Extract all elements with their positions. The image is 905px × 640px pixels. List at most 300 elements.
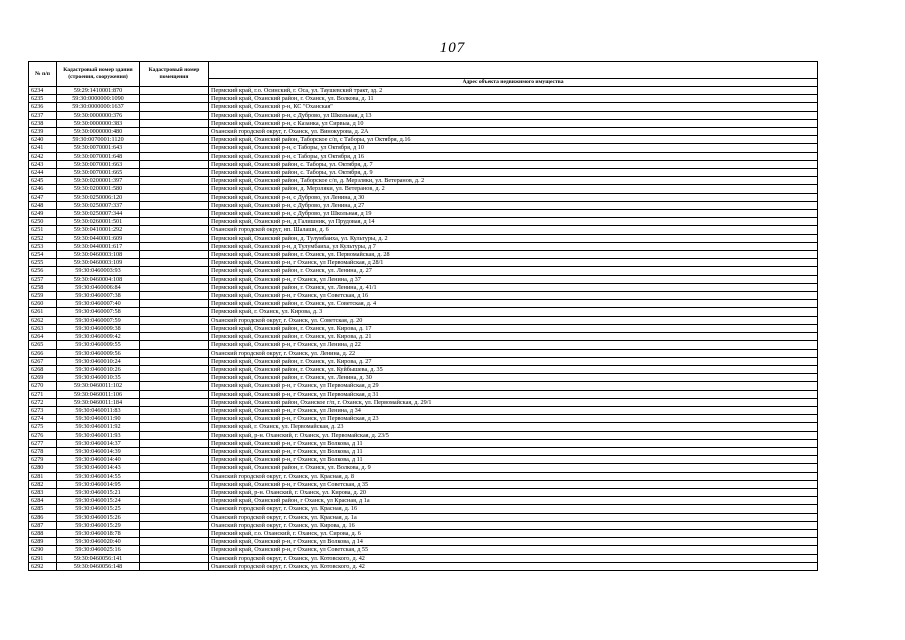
- page-number: 107: [439, 40, 466, 56]
- row-number: 6246: [29, 185, 57, 193]
- premises-cadastral-number: [140, 308, 209, 316]
- table-row: [29, 546, 818, 554]
- row-number: 6238: [29, 119, 57, 127]
- table-row: [29, 521, 818, 529]
- property-address: Пермский край, Оханский р-н, г Оханск, ул Волкова, д 14: [209, 538, 818, 546]
- premises-cadastral-number: [140, 538, 209, 546]
- building-cadastral-number: 59:30:0460014:37: [57, 439, 140, 447]
- building-cadastral-number: 59:30:0460011:83: [57, 406, 140, 414]
- property-address: Пермский край, г. Оханск, ул. Первомайская, д. 23: [209, 423, 818, 431]
- premises-cadastral-number: [140, 349, 209, 357]
- property-address: Пермский край, Оханский район, с. Таборы, ул. Октября, д. 7: [209, 160, 818, 168]
- property-address: Пермский край, Оханский район, г. Оханск, ул. Куйбышева, д. 35: [209, 365, 818, 373]
- building-cadastral-number: 59:30:0460014:43: [57, 464, 140, 472]
- property-address: Пермский край, Оханский район, г. Оханск, ул. Ленина, д. 30: [209, 374, 818, 382]
- building-cadastral-number: 59:30:0460015:25: [57, 505, 140, 513]
- premises-cadastral-number: [140, 234, 209, 242]
- property-address: Пермский край, Оханский р-н, г Оханск, ул Первомайская, д 31: [209, 390, 818, 398]
- property-address: Пермский край, Оханский р-н, г Оханск, ул Волкова, д 11: [209, 456, 818, 464]
- row-number: 6279: [29, 456, 57, 464]
- property-address: Пермский край, Оханский район, г Оханск, ул Красная, д 1а: [209, 497, 818, 505]
- table-row: [29, 333, 818, 341]
- premises-cadastral-number: [140, 431, 209, 439]
- table-row: [29, 95, 818, 103]
- row-number: 6252: [29, 234, 57, 242]
- building-cadastral-number: 59:30:0460004:108: [57, 275, 140, 283]
- table-row: [29, 497, 818, 505]
- building-cadastral-number: 59:30:0460015:21: [57, 488, 140, 496]
- table-row: [29, 423, 818, 431]
- property-address: Оханский городской округ, г. Оханск, ул. Красная, д. 1а: [209, 513, 818, 521]
- building-cadastral-number: 59:30:0460014:40: [57, 456, 140, 464]
- building-cadastral-number: 59:30:0460014:55: [57, 472, 140, 480]
- row-number: 6234: [29, 87, 57, 95]
- property-address: Пермский край, Оханский р-н, г Оханск, ул Первомайская, д 23: [209, 415, 818, 423]
- table-row: [29, 439, 818, 447]
- building-cadastral-number: 59:30:0460011:93: [57, 431, 140, 439]
- table-row: [29, 562, 818, 570]
- row-number: 6274: [29, 415, 57, 423]
- premises-cadastral-number: [140, 398, 209, 406]
- premises-cadastral-number: [140, 218, 209, 226]
- building-cadastral-number: 59:30:0000000:1090: [57, 95, 140, 103]
- table-row: [29, 488, 818, 496]
- property-address: Пермский край, Оханский р-н, г Оханск, ул Советская, д 16: [209, 292, 818, 300]
- row-number: 6254: [29, 251, 57, 259]
- table-row: [29, 341, 818, 349]
- table-row: [29, 267, 818, 275]
- property-address: Пермский край, Оханский район, Таборское с/п, д. Мерзляки, ул. Ветеранов, д. 2: [209, 177, 818, 185]
- property-address: Пермский край, Оханский район, г. Оханск, ул. Кирова, д. 17: [209, 324, 818, 332]
- building-cadastral-number: 59:30:0460018:78: [57, 529, 140, 537]
- building-cadastral-number: 59:30:0250006:120: [57, 193, 140, 201]
- table-row: [29, 259, 818, 267]
- table-row: [29, 185, 818, 193]
- building-cadastral-number: 59:30:0070001:663: [57, 160, 140, 168]
- premises-cadastral-number: [140, 488, 209, 496]
- premises-cadastral-number: [140, 267, 209, 275]
- table-row: [29, 87, 818, 95]
- building-cadastral-number: 59:30:0460007:38: [57, 292, 140, 300]
- property-address: Пермский край, Оханский район, Таборское с/п, с Таборы, ул Октября, д.16: [209, 136, 818, 144]
- table-row: [29, 169, 818, 177]
- row-number: 6253: [29, 242, 57, 250]
- building-cadastral-number: 59:30:0460010:35: [57, 374, 140, 382]
- row-number: 6270: [29, 382, 57, 390]
- table-row: [29, 365, 818, 373]
- table-row: [29, 119, 818, 127]
- row-number: 6286: [29, 513, 57, 521]
- row-number: 6289: [29, 538, 57, 546]
- table-row: [29, 529, 818, 537]
- premises-cadastral-number: [140, 95, 209, 103]
- property-address: Пермский край, г.о. Оханский, г. Оханск, ул. Сирова, д. 6: [209, 529, 818, 537]
- row-number: 6277: [29, 439, 57, 447]
- premises-cadastral-number: [140, 193, 209, 201]
- building-cadastral-number: 59:30:0440001:609: [57, 234, 140, 242]
- table-row: [29, 456, 818, 464]
- premises-cadastral-number: [140, 423, 209, 431]
- table-row: [29, 234, 818, 242]
- row-number: 6287: [29, 521, 57, 529]
- building-cadastral-number: 59:30:0460011:106: [57, 390, 140, 398]
- building-cadastral-number: 59:30:0460009:38: [57, 324, 140, 332]
- building-cadastral-number: 59:30:0460056:141: [57, 554, 140, 562]
- property-address: Пермский край, г.о. Осинский, г. Оса, ул. Таушевский тракт, зд. 2: [209, 87, 818, 95]
- property-address: Пермский край, г. Оханск, ул. Кирова, д. 3: [209, 308, 818, 316]
- property-address: Оханский городской округ, нп. Шалашн, д. 6: [209, 226, 818, 234]
- building-cadastral-number: 59:30:0250007:337: [57, 201, 140, 209]
- property-address: Пермский край, Оханский р-н, г Оханск, ул Ленина, д 37: [209, 275, 818, 283]
- row-number: 6244: [29, 169, 57, 177]
- table-row: [29, 177, 818, 185]
- table-row: [29, 242, 818, 250]
- row-number: 6283: [29, 488, 57, 496]
- building-cadastral-number: 59:30:0460015:26: [57, 513, 140, 521]
- premises-cadastral-number: [140, 292, 209, 300]
- row-number: 6273: [29, 406, 57, 414]
- property-address: Пермский край, Оханский р-н, с Таборы, ул Октября, д 16: [209, 152, 818, 160]
- table-row: [29, 128, 818, 136]
- building-cadastral-number: 59:29:1410001:870: [57, 87, 140, 95]
- building-cadastral-number: 59:30:0000000:383: [57, 119, 140, 127]
- building-cadastral-number: 59:30:0460007:59: [57, 316, 140, 324]
- row-number: 6269: [29, 374, 57, 382]
- premises-cadastral-number: [140, 144, 209, 152]
- row-number: 6242: [29, 152, 57, 160]
- premises-cadastral-number: [140, 456, 209, 464]
- building-cadastral-number: 59:30:0460009:55: [57, 341, 140, 349]
- row-number: 6266: [29, 349, 57, 357]
- premises-cadastral-number: [140, 341, 209, 349]
- row-number: 6259: [29, 292, 57, 300]
- table-row: [29, 292, 818, 300]
- row-number: 6263: [29, 324, 57, 332]
- premises-cadastral-number: [140, 521, 209, 529]
- premises-cadastral-number: [140, 554, 209, 562]
- property-address: Оханский городской округ, г. Оханск, ул. Красная, д. 8: [209, 472, 818, 480]
- building-cadastral-number: 59:30:0460011:90: [57, 415, 140, 423]
- building-cadastral-number: 59:30:0000000:376: [57, 111, 140, 119]
- property-address: Пермский край, Оханский р-н, г Оханск, ул Советская, д 35: [209, 480, 818, 488]
- building-cadastral-number: 59:30:0460011:102: [57, 382, 140, 390]
- premises-cadastral-number: [140, 128, 209, 136]
- premises-cadastral-number: [140, 406, 209, 414]
- table-row: [29, 464, 818, 472]
- header-address-spacer: [209, 62, 818, 79]
- table-row: [29, 275, 818, 283]
- premises-cadastral-number: [140, 333, 209, 341]
- table-row: [29, 308, 818, 316]
- row-number: 6245: [29, 177, 57, 185]
- building-cadastral-number: 59:30:0460020:40: [57, 538, 140, 546]
- premises-cadastral-number: [140, 472, 209, 480]
- building-cadastral-number: 59:30:0460009:42: [57, 333, 140, 341]
- building-cadastral-number: 59:30:0460015:24: [57, 497, 140, 505]
- table-row: [29, 316, 818, 324]
- row-number: 6291: [29, 554, 57, 562]
- premises-cadastral-number: [140, 152, 209, 160]
- row-number: 6243: [29, 160, 57, 168]
- building-cadastral-number: 59:30:0000000:480: [57, 128, 140, 136]
- building-cadastral-number: 59:30:0410001:292: [57, 226, 140, 234]
- property-address: Пермский край, Оханский р-н, с Дуброво, ул Школьная, д 13: [209, 111, 818, 119]
- property-address: Пермский край, Оханский район, г. Оханск, ул. Волкова, д. 11: [209, 95, 818, 103]
- row-number: 6265: [29, 341, 57, 349]
- building-cadastral-number: 59:30:0460003:109: [57, 259, 140, 267]
- building-cadastral-number: 59:30:0460014:95: [57, 480, 140, 488]
- premises-cadastral-number: [140, 111, 209, 119]
- table-row: [29, 103, 818, 111]
- table-row: [29, 390, 818, 398]
- building-cadastral-number: 59:30:0460056:148: [57, 562, 140, 570]
- property-address: Пермский край, Оханский р-н, д Галишник, ул Прудовая, д 14: [209, 218, 818, 226]
- row-number: 6235: [29, 95, 57, 103]
- row-number: 6236: [29, 103, 57, 111]
- header-premises-cadastral: Кадастровый номер помещения: [140, 62, 209, 87]
- building-cadastral-number: 59:30:0000000:1637: [57, 103, 140, 111]
- table-row: [29, 357, 818, 365]
- property-register-table: [28, 61, 818, 571]
- row-number: 6275: [29, 423, 57, 431]
- building-cadastral-number: 59:30:0200001:580: [57, 185, 140, 193]
- property-address: Пермский край, Оханский р-н, с Дуброво, ул Ленина, д 30: [209, 193, 818, 201]
- building-cadastral-number: 59:30:0440001:617: [57, 242, 140, 250]
- row-number: 6264: [29, 333, 57, 341]
- row-number: 6278: [29, 447, 57, 455]
- row-number: 6251: [29, 226, 57, 234]
- row-number: 6272: [29, 398, 57, 406]
- building-cadastral-number: 59:30:0250007:344: [57, 210, 140, 218]
- row-number: 6256: [29, 267, 57, 275]
- row-number: 6262: [29, 316, 57, 324]
- row-number: 6247: [29, 193, 57, 201]
- row-number: 6257: [29, 275, 57, 283]
- premises-cadastral-number: [140, 103, 209, 111]
- premises-cadastral-number: [140, 259, 209, 267]
- building-cadastral-number: 59:30:0460006:84: [57, 283, 140, 291]
- building-cadastral-number: 59:30:0460025:16: [57, 546, 140, 554]
- premises-cadastral-number: [140, 185, 209, 193]
- property-address: Пермский край, Оханский район, г. Оханск, ул. Ленина, д. 27: [209, 267, 818, 275]
- property-address: Пермский край, Оханский р-н, г Оханск, ул Первомайская, д 29: [209, 382, 818, 390]
- row-number: 6261: [29, 308, 57, 316]
- premises-cadastral-number: [140, 505, 209, 513]
- row-number: 6250: [29, 218, 57, 226]
- building-cadastral-number: 59:30:0460010:24: [57, 357, 140, 365]
- building-cadastral-number: 59:30:0460007:58: [57, 308, 140, 316]
- building-cadastral-number: 59:30:0070001:648: [57, 152, 140, 160]
- premises-cadastral-number: [140, 300, 209, 308]
- premises-cadastral-number: [140, 439, 209, 447]
- building-cadastral-number: 59:30:0460011:184: [57, 398, 140, 406]
- premises-cadastral-number: [140, 357, 209, 365]
- property-address: Пермский край, Оханский район, г. Оханск, ул. Волкова, д. 9: [209, 464, 818, 472]
- property-address: Оханский городской округ, г. Оханск, ул. Винокурова, д. 2А: [209, 128, 818, 136]
- header-address: Адрес объекта недвижимого имущества: [209, 79, 818, 87]
- premises-cadastral-number: [140, 513, 209, 521]
- premises-cadastral-number: [140, 251, 209, 259]
- building-cadastral-number: 59:30:0460014:39: [57, 447, 140, 455]
- header-num: № п/п: [29, 62, 57, 87]
- property-address: Пермский край, Оханский р-н, г Оханск, ул Советская, д 55: [209, 546, 818, 554]
- property-address: Пермский край, Оханский р-н, г Оханск, ул Ленина, д 22: [209, 341, 818, 349]
- premises-cadastral-number: [140, 177, 209, 185]
- property-address: Пермский край, Оханский р-н, г Оханск, ул Первомайская, д 28/1: [209, 259, 818, 267]
- property-address: Пермский край, Оханский район, Оханское г/п, г. Оханск, ул. Первомайская, д. 29/1: [209, 398, 818, 406]
- building-cadastral-number: 59:30:0460003:93: [57, 267, 140, 275]
- row-number: 6276: [29, 431, 57, 439]
- table-row: [29, 513, 818, 521]
- property-address: Пермский край, Оханский р-н, г Оханск, ул Волкова, д 11: [209, 439, 818, 447]
- premises-cadastral-number: [140, 562, 209, 570]
- premises-cadastral-number: [140, 316, 209, 324]
- property-address: Оханский городской округ, г. Оханск, ул. Котовского, д. 42: [209, 554, 818, 562]
- building-cadastral-number: 59:30:0460007:40: [57, 300, 140, 308]
- property-address: Пермский край, р-н. Оханский, г. Оханск, ул. Первомайская, д. 23/5: [209, 431, 818, 439]
- property-address: Пермский край, Оханский район, д. Мерзляки, ул. Ветеранов, д. 2: [209, 185, 818, 193]
- table-row: [29, 374, 818, 382]
- table-row: [29, 283, 818, 291]
- premises-cadastral-number: [140, 275, 209, 283]
- table-body: [29, 87, 818, 571]
- premises-cadastral-number: [140, 480, 209, 488]
- premises-cadastral-number: [140, 226, 209, 234]
- property-address: Пермский край, Оханский район, г. Оханск, ул. Кирова, д. 21: [209, 333, 818, 341]
- row-number: 6258: [29, 283, 57, 291]
- table-row: [29, 505, 818, 513]
- property-address: Пермский край, р-н. Оханский, г. Оханск, ул. Кирова, д. 20: [209, 488, 818, 496]
- property-address: Оханский городской округ, г. Оханск, ул. Котовского, д. 42: [209, 562, 818, 570]
- property-address: Пермский край, Оханский район, г. Оханск, ул. Первомайская, д. 28: [209, 251, 818, 259]
- premises-cadastral-number: [140, 365, 209, 373]
- table-row: [29, 201, 818, 209]
- property-address: Пермский край, Оханский р-н, с Таборы, ул Октября, д 10: [209, 144, 818, 152]
- premises-cadastral-number: [140, 324, 209, 332]
- building-cadastral-number: 59:30:0070001:1120: [57, 136, 140, 144]
- row-number: 6284: [29, 497, 57, 505]
- premises-cadastral-number: [140, 415, 209, 423]
- row-number: 6268: [29, 365, 57, 373]
- row-number: 6290: [29, 546, 57, 554]
- premises-cadastral-number: [140, 546, 209, 554]
- row-number: 6255: [29, 259, 57, 267]
- premises-cadastral-number: [140, 87, 209, 95]
- premises-cadastral-number: [140, 119, 209, 127]
- premises-cadastral-number: [140, 201, 209, 209]
- premises-cadastral-number: [140, 390, 209, 398]
- property-address: Оханский городской округ, г. Оханск, ул. Ленина, д. 22: [209, 349, 818, 357]
- table-row: [29, 218, 818, 226]
- premises-cadastral-number: [140, 160, 209, 168]
- table-row: [29, 226, 818, 234]
- table-row: [29, 415, 818, 423]
- premises-cadastral-number: [140, 210, 209, 218]
- table-row: [29, 144, 818, 152]
- row-number: 6271: [29, 390, 57, 398]
- table-row: [29, 554, 818, 562]
- property-address: Пермский край, Оханский р-н, д Тулумбаиха, ул Культуры, д 7: [209, 242, 818, 250]
- table-row: [29, 447, 818, 455]
- table-row: [29, 406, 818, 414]
- row-number: 6260: [29, 300, 57, 308]
- property-address: Пермский край, Оханский район, г. Оханск, ул. Советская, д. 4: [209, 300, 818, 308]
- property-address: Пермский край, Оханский р-н, с Дуброво, ул Ленина, д 27: [209, 201, 818, 209]
- row-number: 6248: [29, 201, 57, 209]
- table-row: [29, 382, 818, 390]
- table-row: [29, 251, 818, 259]
- table-row: [29, 300, 818, 308]
- premises-cadastral-number: [140, 374, 209, 382]
- property-address: Пермский край, Оханский район, г. Оханск, ул. Ленина, д. 41/1: [209, 283, 818, 291]
- table-row: [29, 193, 818, 201]
- premises-cadastral-number: [140, 464, 209, 472]
- table-row: [29, 538, 818, 546]
- row-number: 6237: [29, 111, 57, 119]
- table-row: [29, 136, 818, 144]
- header-building-cadastral: Кадастровый номер здания (строения, сооружения): [57, 62, 140, 87]
- table-row: [29, 349, 818, 357]
- building-cadastral-number: 59:30:0460009:56: [57, 349, 140, 357]
- row-number: 6282: [29, 480, 57, 488]
- building-cadastral-number: 59:30:0200001:397: [57, 177, 140, 185]
- table-row: [29, 324, 818, 332]
- row-number: 6285: [29, 505, 57, 513]
- building-cadastral-number: 59:30:0070001:665: [57, 169, 140, 177]
- property-address: Оханский городской округ, г. Оханск, ул. Кирова, д. 16: [209, 521, 818, 529]
- property-address: Пермский край, Оханский р-н, с Казанка, ул Сирвыа, д 10: [209, 119, 818, 127]
- property-address: Пермский край, Оханский р-н, г Оханск, ул Волкова, д 11: [209, 447, 818, 455]
- building-cadastral-number: 59:30:0460003:108: [57, 251, 140, 259]
- premises-cadastral-number: [140, 529, 209, 537]
- premises-cadastral-number: [140, 242, 209, 250]
- table-row: [29, 398, 818, 406]
- building-cadastral-number: 59:30:0460011:92: [57, 423, 140, 431]
- table-row: [29, 210, 818, 218]
- building-cadastral-number: 59:30:0460010:26: [57, 365, 140, 373]
- property-address: Пермский край, Оханский район, с. Таборы, ул. Октября, д. 9: [209, 169, 818, 177]
- row-number: 6280: [29, 464, 57, 472]
- row-number: 6281: [29, 472, 57, 480]
- property-address: Пермский край, Оханский р-н, с Дуброво, ул Школьная, д 19: [209, 210, 818, 218]
- building-cadastral-number: 59:30:0460015:29: [57, 521, 140, 529]
- building-cadastral-number: 59:30:0070001:643: [57, 144, 140, 152]
- row-number: 6292: [29, 562, 57, 570]
- row-number: 6240: [29, 136, 57, 144]
- table-row: [29, 431, 818, 439]
- premises-cadastral-number: [140, 382, 209, 390]
- table-row: [29, 472, 818, 480]
- row-number: 6249: [29, 210, 57, 218]
- table-row: [29, 480, 818, 488]
- premises-cadastral-number: [140, 447, 209, 455]
- premises-cadastral-number: [140, 136, 209, 144]
- row-number: 6239: [29, 128, 57, 136]
- row-number: 6267: [29, 357, 57, 365]
- row-number: 6241: [29, 144, 57, 152]
- property-address: Пермский край, Оханский р-н, г Оханск, ул Ленина, д 34: [209, 406, 818, 414]
- property-address: Пермский край, Оханский район, г. Оханск, ул. Кирова, д. 27: [209, 357, 818, 365]
- row-number: 6288: [29, 529, 57, 537]
- premises-cadastral-number: [140, 497, 209, 505]
- property-address: Пермский край, Оханский р-н, КС "Оханская": [209, 103, 818, 111]
- table-row: [29, 160, 818, 168]
- property-address: Пермский край, Оханский район, д. Тулумбаиха, ул. Культуры, д. 2: [209, 234, 818, 242]
- property-address: Оханский городской округ, г. Оханск, ул. Советская, д. 20: [209, 316, 818, 324]
- premises-cadastral-number: [140, 283, 209, 291]
- building-cadastral-number: 59:30:0260001:501: [57, 218, 140, 226]
- premises-cadastral-number: [140, 169, 209, 177]
